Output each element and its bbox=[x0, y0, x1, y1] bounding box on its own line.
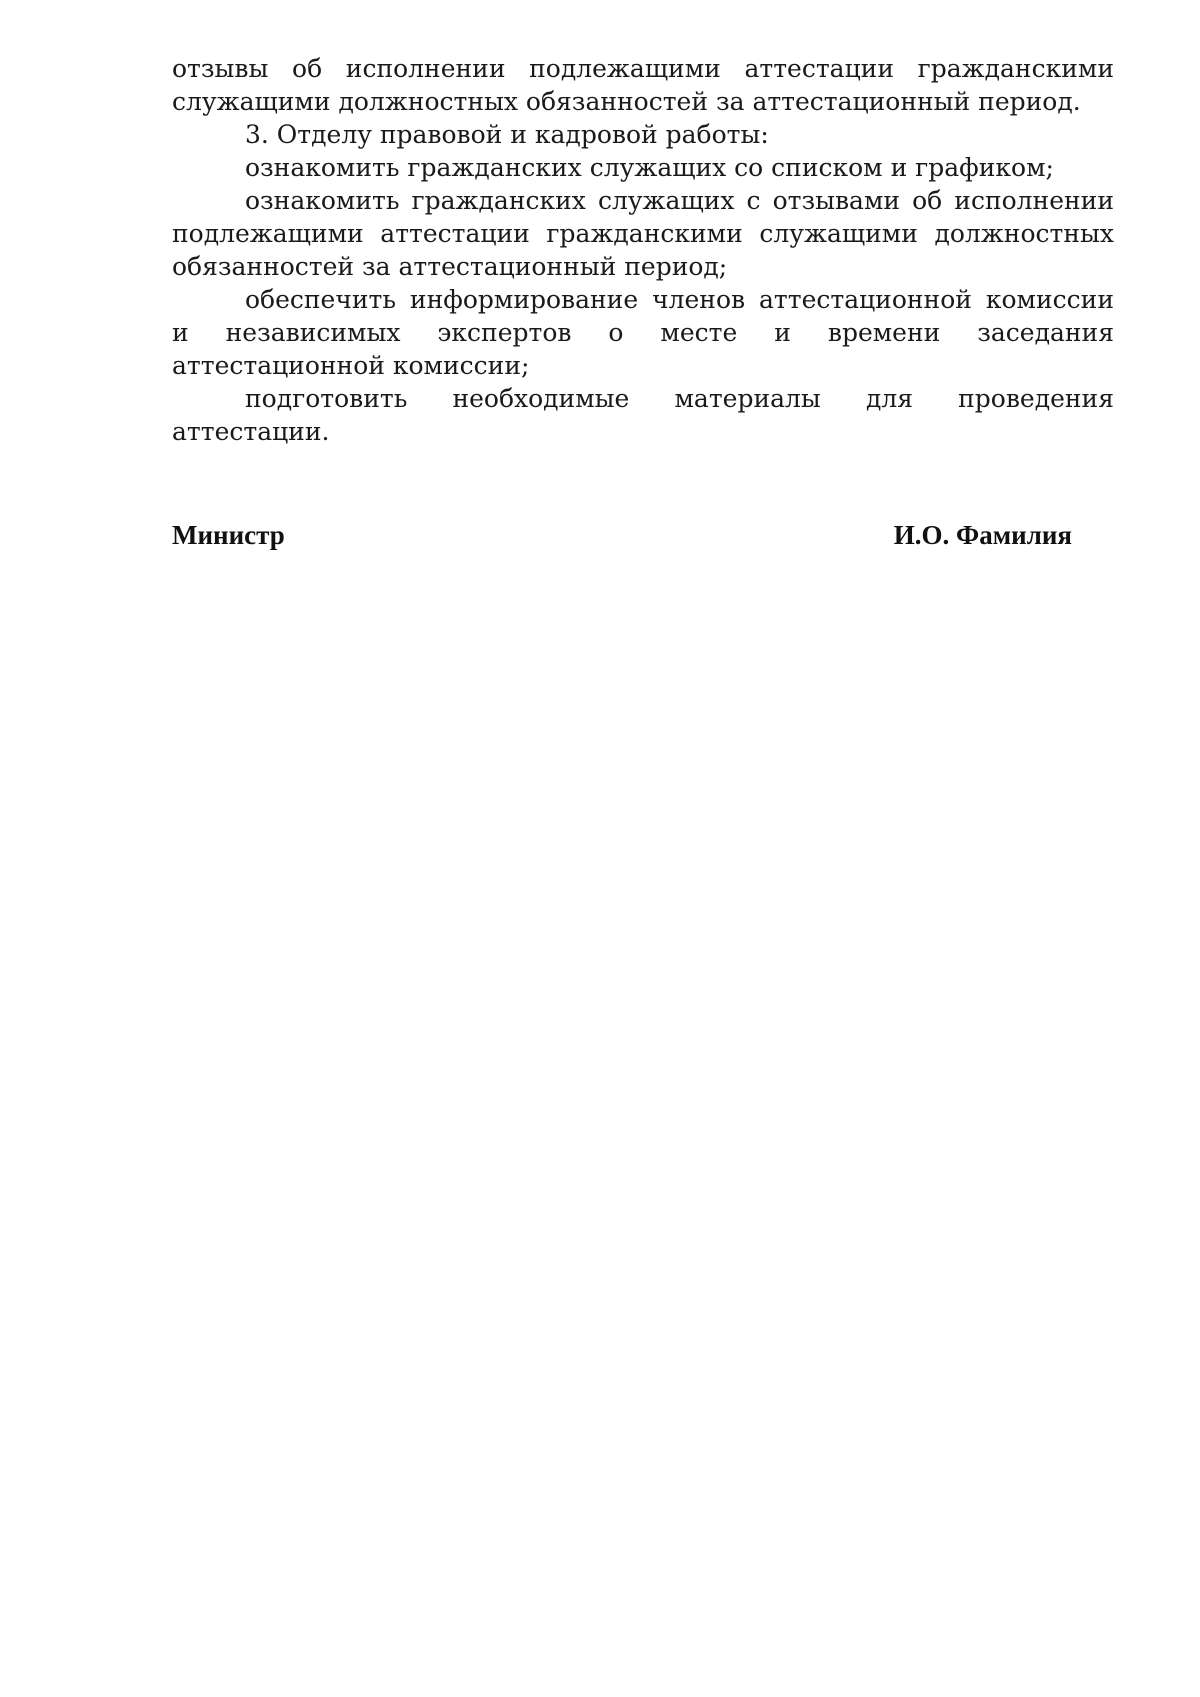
document-body bbox=[172, 52, 1114, 448]
signature-position: Министр bbox=[172, 520, 285, 550]
paragraph-familiarize-reviews: ознакомить гражданских служащих с отзывами об исполнении подлежащими аттестации гражданскими служащими должностных обязанностей за аттестационный период; bbox=[172, 186, 1114, 281]
paragraph-item-3-heading: 3. Отделу правовой и кадровой работы: bbox=[245, 120, 769, 149]
paragraph-familiarize-list: ознакомить гражданских служащих со списком и графиком; bbox=[245, 153, 1054, 182]
paragraph-continuation: отзывы об исполнении подлежащими аттестации гражданскими служащими должностных обязанностей за аттестационный период. bbox=[172, 54, 1114, 116]
signature-name: И.О. Фамилия bbox=[893, 520, 1072, 550]
paragraph-inform-commission: обеспечить информирование членов аттестационной комиссии и независимых экспертов о месте и времени заседания аттестационной комиссии; bbox=[172, 285, 1114, 380]
paragraph-prepare-materials: подготовить необходимые материалы для проведения аттестации. bbox=[172, 384, 1114, 446]
